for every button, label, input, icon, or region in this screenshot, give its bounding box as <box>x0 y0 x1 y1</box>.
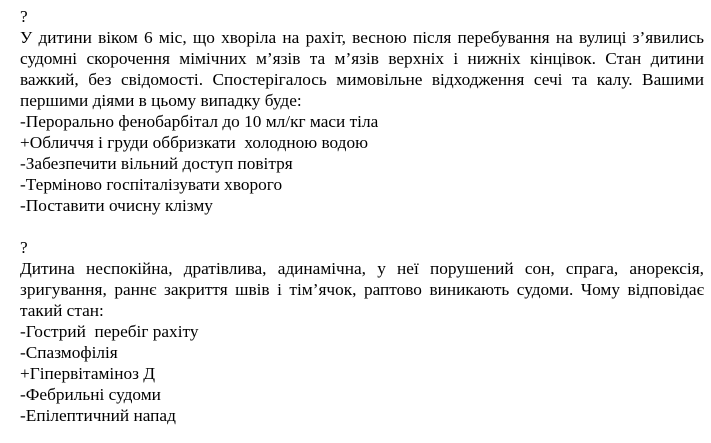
answer-option <box>20 153 704 174</box>
answer-option-correct <box>20 363 704 384</box>
answer-prefix: - <box>20 175 26 194</box>
answer-prefix: - <box>20 385 26 404</box>
answer-prefix: - <box>20 112 26 131</box>
answer-label: Терміново госпіталізувати хворого <box>25 175 283 194</box>
answer-option <box>20 195 704 216</box>
answer-prefix: - <box>20 343 26 362</box>
answer-option <box>20 384 704 405</box>
answer-option-correct <box>20 132 704 153</box>
answer-option <box>20 111 704 132</box>
answer-label: Спазмофілія <box>25 343 118 362</box>
answer-label: Забезпечити вільний доступ повітря <box>25 154 293 173</box>
answer-label: Гіпервітаміноз Д <box>29 364 156 383</box>
answer-label: Гострий перебіг рахіту <box>25 322 199 341</box>
answer-label: Поставити очисну клізму <box>25 196 213 215</box>
answer-label: Перорально фенобарбітал до 10 мл/кг маси тіла <box>25 112 379 131</box>
answer-option <box>20 174 704 195</box>
answer-option <box>20 405 704 426</box>
answer-prefix: + <box>20 364 30 383</box>
answer-prefix: - <box>20 196 26 215</box>
answer-prefix: - <box>20 406 26 425</box>
answer-option <box>20 321 704 342</box>
question-1 <box>20 6 704 216</box>
answer-label: Фебрильні судоми <box>25 385 161 404</box>
question-marker: ? <box>20 7 28 26</box>
answer-label: Епілептичний напад <box>25 406 176 425</box>
question-2 <box>20 237 704 426</box>
answer-list <box>20 111 704 216</box>
question-text: У дитини віком 6 міс, що хворіла на рахіт, весною після перебування на вулиці з’явились судомні скорочення мімічних м’язів та м’язів верхніх і нижніх кінцівок. Стан дитини важкий, без свідомості. Спостерігалось мимовільне відходження сечі та калу. Вашими першими діями в цьому випадку буде: <box>20 28 704 110</box>
answer-prefix: - <box>20 322 26 341</box>
answer-label: Обличчя і груди оббризкати холодною водою <box>29 133 368 152</box>
document-page <box>20 6 704 426</box>
answer-prefix: - <box>20 154 26 173</box>
question-text: Дитина неспокійна, дратівлива, адинамічна, у неї порушений сон, спрага, анорексія, зригування, раннє закриття швів і тім’ячок, раптово виникають судоми. Чому відповідає такий стан: <box>20 259 704 320</box>
answer-prefix: + <box>20 133 30 152</box>
answer-list <box>20 321 704 426</box>
question-marker: ? <box>20 238 28 257</box>
answer-option <box>20 342 704 363</box>
